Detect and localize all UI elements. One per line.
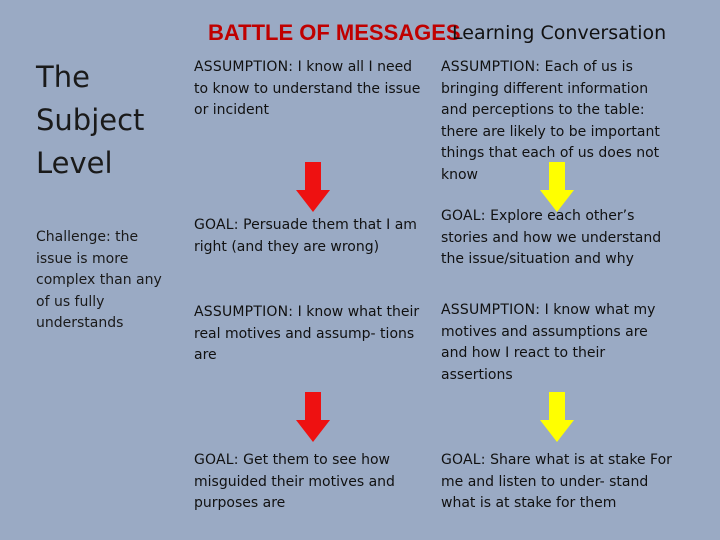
learning-goal-2 bbox=[441, 450, 675, 515]
learning-assumption-1-text: Each of us is bringing different information and perceptions to the table: there are likely to be important things that each of us does not know bbox=[441, 59, 660, 183]
down-arrow-icon bbox=[540, 162, 574, 212]
battle-goal-2-label: GOAL: bbox=[194, 452, 239, 468]
challenge-text: Challenge: the issue is more complex than any of us fully understands bbox=[36, 229, 162, 331]
subject-line-1: The bbox=[36, 60, 90, 94]
subject-line-3: Level bbox=[36, 146, 113, 180]
battle-assumption-1-text: I know all I need to know to understand the issue or incident bbox=[194, 59, 421, 118]
battle-assumption-1 bbox=[194, 57, 430, 122]
subject-line-2: Subject bbox=[36, 103, 145, 137]
learning-assumption-1-label: ASSUMPTION: bbox=[441, 59, 541, 75]
battle-assumption-2 bbox=[194, 302, 422, 367]
battle-goal-2 bbox=[194, 450, 422, 515]
battle-goal-1 bbox=[194, 215, 436, 258]
down-arrow-icon bbox=[296, 392, 330, 442]
battle-assumption-2-text: I know what their real motives and assump- tions are bbox=[194, 304, 420, 363]
down-arrow-icon bbox=[540, 392, 574, 442]
down-arrow-icon bbox=[296, 162, 330, 212]
learning-title: Learning Conversation bbox=[452, 22, 667, 44]
battle-assumption-1-label: ASSUMPTION: bbox=[194, 59, 294, 75]
subject-level-heading bbox=[36, 56, 176, 185]
battle-goal-2-text: Get them to see how misguided their motives and purposes are bbox=[194, 452, 395, 511]
learning-goal-1-label: GOAL: bbox=[441, 208, 486, 224]
learning-assumption-2-text: I know what my motives and assumptions are and how I react to their assertions bbox=[441, 302, 656, 383]
battle-goal-1-label: GOAL: bbox=[194, 217, 239, 233]
battle-assumption-2-label: ASSUMPTION: bbox=[194, 304, 294, 320]
learning-goal-1 bbox=[441, 206, 675, 271]
learning-goal-1-text: Explore each other’s stories and how we understand the issue/situation and why bbox=[441, 208, 662, 267]
learning-goal-2-label: GOAL: bbox=[441, 452, 486, 468]
battle-title: BATTLE OF MESSAGES bbox=[208, 20, 461, 45]
learning-goal-2-text: Share what is at stake For me and listen to under- stand what is at stake for them bbox=[441, 452, 672, 511]
battle-goal-1-text: Persuade them that I am right (and they are wrong) bbox=[194, 217, 417, 255]
learning-assumption-2 bbox=[441, 300, 675, 386]
learning-assumption-2-label: ASSUMPTION: bbox=[441, 302, 541, 318]
